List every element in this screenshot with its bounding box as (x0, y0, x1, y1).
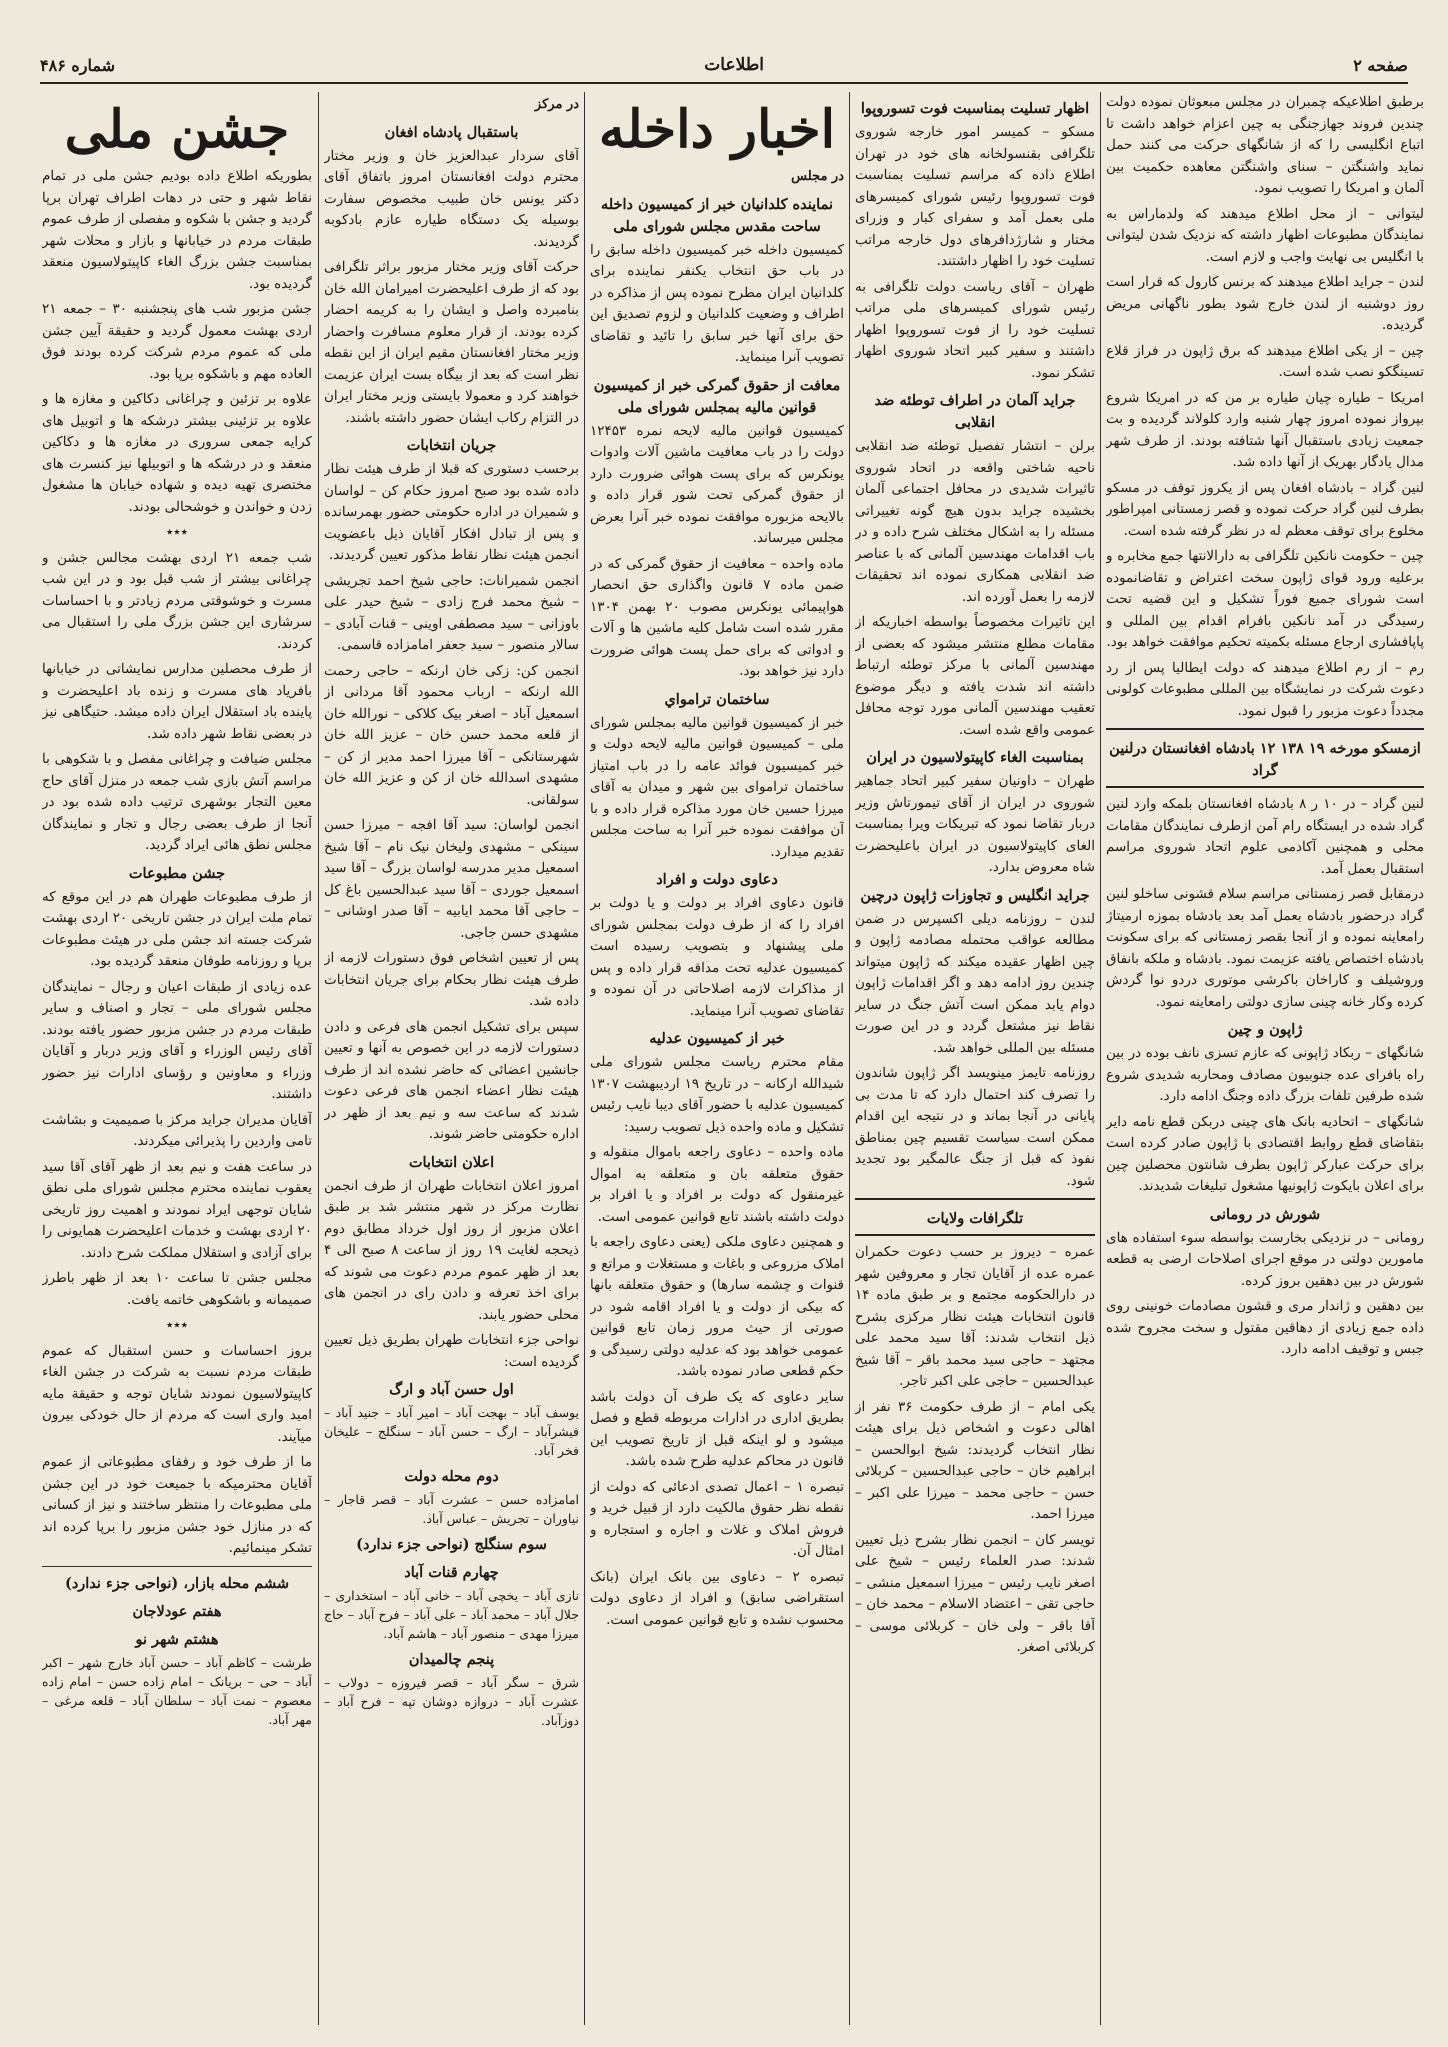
paragraph: بین دهقین و ژاندار مری و قشون مصادمات خونینی روی داده جمع زیادی از دهاقین مقتول و سخت مجروح شده جبس و توقیف ادامه دارد. (1106, 1298, 1424, 1357)
paragraph: یکی امام – از طرف حکومت ۳۶ نفر از اهالی دعوت و اشخاص ذیل برای هیئت نظار انتخاب گردیدند: شیخ ابوالحسن – ابراهیم خان – حاجی عبدالحسین – کربلائی حسن – حاجی محمد – میرزا علی اکبر – میرزا احمد. (855, 1398, 1095, 1522)
paragraph: امامزاده حسن – عشرت آباد – قصر قاجار – نیاوران – تجریش – عباس آباد. (324, 1492, 579, 1526)
paragraph: طرشت – کاظم آباد – حسن آباد خارج شهر – اکبر آباد – حی – بریانک – امام زاده حسن – امام زاده معصوم – نمت آباد – سلطان آباد – قلعه مرغی – مهر آباد. (42, 1654, 312, 1727)
paragraph: آقایان مدیران جراید مرکز با صمیمیت و بشاشت تامی واردین را پذیرائی میکردند. (42, 1111, 312, 1149)
paragraph: لیتوانی – از محل اطلاع میدهند که ولدماراس به نمایندگان مطبوعات اظهار داشته که نزدیک شدن لیتوانی با انگلیس بی نهایت واجب و لازم است. (1106, 205, 1424, 265)
headline-japan-china: ژاپون و چین (1227, 1021, 1303, 1038)
paragraph: چین – حکومت نانکین تلگرافی به دارالانتها جمع مخابره و برعلیه ورود قوای ژاپون سخت اعتراض و تقاضانموده است شورای جمیع فوراً تشکیل و این قضیه تحت رسیدگی در آمد نانکین بافرام اقدام بین المللی و پاپافشاری ارجاع مسئله بکمیته تحکیم موافقت خواهد بود. (1106, 548, 1424, 650)
headline-customs-exemption: معافت از حقوق گمرکی خبر از کمیسیون قوانین مالیه بمجلس شورای ملی (593, 376, 841, 416)
paragraph: لندن – جراید اطلاع میدهند که برنس کارول که قرار است روز دوشنبه از لندن خارج شود بطور ناگهانی مریض گردیده. (1106, 274, 1424, 333)
page-header (40, 50, 1408, 80)
paragraph: لندن – روزنامه دیلی اکسپرس در ضمن مطالعه عواقب محتمله مصادمه ژاپون و چین اظهار عقیده میکند که ژاپون میتواند چندین روز ادامه دهد و اگر اقدامات ژاپون دوام یابد ممکن است آتش جنگ در سایر نقاط نیز مشتعل گردد و در این صورت مسئله بین المللی خواهد شد. (855, 910, 1095, 1056)
paragraph: برحسب دستوری که قبلا از طرف هیئت نظار داده شده بود صبح امروز حکام کن – لواسان و شمیران در اداره حکومتی حضور بهمرسانده و پس از تبادل افکار آقایان ذیل باعضویت انجمن هیئت نظار نقاط مذکور تعیین گردیدند. (324, 461, 579, 563)
paragraph: برطبق اطلاعیکه چمبران در مجلس مبعوثان نموده دولت چندین فروند جهازجنگی به چین اعزام خواهد داشت تا اتباع انگلیسی را که از شانگهای حرکت می کنند حمل نماید واشنگتن – سنای واشنگتن معاهده حکمیت بین آلمان و امریکا را تصویب نمود. (1106, 94, 1424, 196)
paragraph: آقای سردار عبدالعزیز خان و وزیر مختار محترم دولت افغانستان امروز باتفاق آقای دکتر یونس خان طبیب مخصوص سفارت بوسیله یک دستگاه طیاره عازم بادکوبه گردیدند. (324, 147, 579, 250)
paragraph: چین – از یکی اطلاع میدهند که برق ژاپون در فراز قلاع تسینگکو نصب شده است. (1106, 342, 1424, 380)
paragraph: سایر دعاوی که یک طرف آن دولت باشد بطریق اداری در ادارات مربوطه قطع و فصل میشود و لو اینکه قبل از تاریخ تصویب این قانون در محاکم عدلیه طرح شده باشد. (590, 1388, 844, 1469)
paragraph: نازی آباد – یخچی آباد – خانی آباد – استخداری – جلال آباد – محمد آباد – علی آباد – فرح آباد – حاج میرزا مهدی – منصور آباد – هاشم آباد. (324, 1588, 579, 1641)
column-telegrams (855, 92, 1095, 2025)
column-capital-news (324, 92, 579, 2025)
paragraph: ما از طرف خود و رفقای مطبوعاتی از عموم آقایان محترمیکه با جمیعت خود در این جشن ملی مطبوعات را منتظر ساختند و نیز از کسانی که در منازل خود جشن مزبور را برپا کرده اند تشکر مینمائیم. (42, 1454, 312, 1556)
paragraph: بروز احساسات و حسن استقبال که عموم طبقات مردم نسبت به شرکت در جشن الغاء کاپیتولاسیون نمودند شایان توجه و حقیقة مایه امید واری است که مردم از حال خودکی بیرون میآیند. (42, 1342, 312, 1445)
paragraph: برلن – انتشار تفصیل توطئه ضد انقلابی ناحیه شاختی واقعه در اتحاد شوروی تاثیرات شدیدی در محافل اجتماعی آلمان بخشیده جراید بدون هیچ گونه تغییراتی مسئله را به اشکال مختلف شرح داده و در باب اقدامات مهندسین آلمانی که با عناصر ضد انقلابی همکاری نموده اند تحقیقات لازمه را بعمل آورده اند. (855, 438, 1095, 605)
paragraph: سپس برای تشکیل انجمن های فرعی و دادن دستورات لازمه در این خصوص به آنها و تعیین جانشین اعضائی که حاضر نشده اند از طرف هیئت نظار اعضاء انجمن های فرعی دعوت شدند که ساعت سه و نیم بعد از ظهر در اداره حکومتی حاضر شوند. (324, 1018, 579, 1142)
column-divider (318, 92, 319, 2025)
column-domestic-news (590, 92, 844, 2025)
paragraph: قانون دعاوی افراد بر دولت و یا دولت بر افراد را که از طرف دولت بمجلس شورای ملی پیشنهاد و بتصویب رسیده است کمیسیون عدلیه تحت مداقه قرار داده و پس از مذاکرات لازمه اصلاحاتی در آن نموده و تقاضای تصویب آنرا مینماید. (590, 895, 844, 1019)
headline-district-7: هفتم عودلاجان (132, 1602, 222, 1620)
section-tag-center: در مرکز (534, 97, 579, 112)
paragraph: از طرف محصلین مدارس نمایشاتی در خیابانها بافریاد های مسرت و زنده باد اعلیحضرت و پاینده باد استقلال ایران داده میشد. حتیگاهی نیز در بعضی نقاط شهر داده شد. (42, 661, 312, 742)
header-rule (40, 82, 1408, 84)
paragraph: بطوریکه اطلاع داده بودیم جشن ملی در تمام نقاط شهر و حتی در دهات اطراف تهران برپا گردید و جشن با شکوه و مفصلی از طرف عموم طبقات مردم در خیابانها و بازار و محلات شهر بمناسبت جشن بزرگ الغاء کاپیتولاسیون منعقد گردیده بود. (42, 168, 312, 292)
paragraph: نواحی جزء انتخابات طهران بطریق ذیل تعیین گردیده است: (324, 1332, 579, 1370)
headline-district-1: اول حسن آباد و ارگ (389, 1381, 514, 1398)
paragraph: امریکا – طیاره چیان طیاره بر من که در امریکا شروع بپرواز نموده امروز چهار شنبه وارد کلولاند گردیده و بت جمعیت زیادی باستقبال آنها شتافته بودند. از طرف شهر مدال یادگار بهریک از آنها داده شد. (1106, 389, 1424, 470)
headline-chaldean-rep: نماینده کلدانیان خبر از کمیسیون داخله ساحت مقدس مجلس شورای ملی (600, 195, 834, 235)
paragraph: رم – از رم اطلاع میدهند که دولت ایطالیا پس از رد دعوت شرکت در نمایشگاه بین المللی مطبوعات کولونی مجدداً دعوت مزبور را قبول نمود. (1106, 659, 1424, 719)
headline-district-6: ششم محله بازار، (نواحی جزء ندارد) (64, 1574, 290, 1592)
page-number: صفحه ۲ (1353, 55, 1408, 75)
paragraph: ماده واحده – دعاوی راجعه باموال منقوله و حقوق متعلقه بان و متعلقه به اموال غیرمنقول که دولت بر افراد و یا افراد بر دولت داشته باشند تابع قوانین عمومی است. (590, 1144, 844, 1225)
paragraph: امروز اعلان انتخابات طهران از طرف انجمن نظارت مرکز در شهر منتشر شد بر طبق اعلان مزبور از روز اول خرداد مطابق دوم ذیحجه لغایت ۱۹ روز از ساعت ۸ صبح الی ۴ بعد از ظهر عموم مردم دعوت می شوند که برای اخذ تعرفه و دادن رای در انجمن های محلی حضور یابند. (324, 1177, 579, 1323)
paragraph: جشن مزبور شب های پنجشنبه ۳۰ – جمعه ۲۱ اردی بهشت معمول گردید و حقیقة آیین جشن ملی که عموم مردم شرکت کرده بودند فوق العاده مهم و باشکوه برپا بود. (42, 301, 312, 382)
paragraph: انجمن شمیرانات: حاجی شیخ احمد تجریشی – شیخ محمد فرج زادی – شیخ حیدر علی باوزانی – سید مصطفی اوینی – قنات آبادی – سالار منصور – سید جعفر امامزاده قاسمی. (324, 572, 579, 653)
paragraph: طهران – داونیان سفیر کبیر اتحاد جماهیر شوروی در ایران از آقای تیمورتاش وزیر دربار تقاضا نمود که تبریکات ویرا بمناسبت الغای کاپیتولاسیون در ایران باعلیحضرت شاه معروض بدارد. (855, 773, 1095, 875)
paragraph: یوسف آباد – بهجت آباد – امیر آباد – جنید آباد – فیشرآباد – ارگ – حسن آباد – سنگلج – علیخان فخر آباد. (324, 1405, 579, 1458)
headline-district-5: پنجم چالمیدان (408, 1651, 495, 1668)
headline-english-press-japan: جراید انگلیس و تجاوزات ژاپون درچین (860, 886, 1090, 904)
paragraph: شب جمعه ۲۱ اردی بهشت مجالس جشن و چراغانی بیشتر از شب قبل بود و در این شب مسرت و خوشوقتی مردم زیادتر و با احساسات سرشاری این جشن بزرگ ملی را استقبال می کردند. (42, 549, 312, 652)
column-national-celebration (42, 92, 312, 2025)
paragraph: تبصره ۱ – اعمال تصدی ادعائی که دولت از نقطه نظر حقوق مالکیت دارد از قبیل خرید و فروش املاک و غلات و اجاره و استجاره و امثال آن. (590, 1478, 844, 1559)
paragraph: حرکت آقای وزیر مختار مزبور براثر تلگرافی بود که از طرف اعلیحضرت امیرامان الله خان بنامبرده واصل و ایشان را به کریمه احضار کرده بودند. از قرار معلوم مسافرت واحضار وزیر مختار افغانستان مقیم ایران از این نقطه نظر است که بعد از بیگاه بست ایران عزیمت خواهند کرد و معمولا بایستی وزیر مختار ایران در التزام رکاب ایشان حضور داشته باشند. (324, 259, 579, 426)
paragraph: روزنامه تایمز مینویسد اگر ژاپون شاندون را تصرف کند احتمال دارد که تا مدت بی پایانی در آنجا بماند و در نتیجه این اقدام ممکن است سیاست تقسیم چین بمناطق نفوذ که قبل از جنگ عالمگیر بود تجدید شود. (855, 1065, 1095, 1189)
paragraph: مسکو – کمیسر امور خارجه شوروی تلگرافی بقنسولخانه های خود در تهران اطلاع داده که مراسم تسلیت بمناسبت فوت تسوروپوا رئیس شورای کمیسرهای ملی بعمل آمد و سفرای کبار و وزرای مختار و شارژدافرهای دول خارجه مراتب تسلیت خود را اظهار داشتند. (855, 124, 1095, 269)
paragraph: از طرف مطبوعات طهران هم در این موقع که تمام ملت ایران در جشن تاریخی ۲۰ اردی بهشت شرکت جسته اند جشن ملی در هیئت مطبوعات برپا و روزنامه طوفان منعقد گردیده بود. (42, 888, 312, 969)
paragraph: مجلس جشن تا ساعت ۱۰ بعد از ظهر باطرز صمیمانه و باشکوهی خاتمه یافت. (42, 1270, 312, 1308)
headline-justice-commission: خبر از کمیسیون عدلیه (649, 1030, 785, 1047)
paragraph: این تاثیرات مخصوصاً بواسطه اخباریکه از مقامات مطلع منتشر میشود که بعضی از مهندسین آلمانی با مرکز توطئه ارتباط داشته اند شدت یافته و دیگر موضوع تعقیب مهندسین آلمانی مورد توجه محافل عمومی واقع شده است. (855, 614, 1095, 738)
paragraph: خبر از کمیسیون قوانین مالیه بمجلس شورای ملی – کمیسیون قوانین مالیه لایحه دولت و خبر کمیسیون فوائد عامه را در باب امتیاز ساختمان تراموای بین شهر و میدان به آقای میرزا حسین خان مورد مذاکره قرار داده و با آن موافقت نموده خبر آنرا به ساحت مجلس تقدیم میدارد. (590, 714, 844, 860)
headline-press-celebration: جشن مطبوعات (128, 864, 226, 882)
column-divider (584, 92, 585, 2025)
headline-state-claims: دعاوی دولت و افراد (656, 871, 778, 888)
paragraph: کمیسیون داخله خبر کمیسیون داخله سابق را در باب حق انتخاب یکنفر نماینده برای کلدانیان ایران مطرح نموده پس از مذاکره در اطراف و وضعیت کلدانیان و لزوم تصدیق این حق برای آنها خبر سابق را تائید و تقاضای تصویب آنرا مینماید. (590, 241, 844, 365)
headline-tramway: ساختمان ترامواي (664, 690, 770, 708)
divider (42, 1566, 312, 1567)
paragraph: تبصره ۲ – دعاوی بین بانک ایران (بانک استقراضی سابق) و افراد از دعاوی دولت محسوب نشده و تابع قوانین عمومی است. (590, 1568, 844, 1628)
paragraph: شانگهای – اتحادیه بانک های چینی دربکن قطع نامه دایر بتقاضای قطع روابط اقتصادی با ژاپون صادر کرده است برای حرکت عبارکر ژاپون بطرف شانتون محصلین چین برای اعلان بایکوت ژاپونیها مشغول تبلیغات شدیدند. (1106, 1113, 1424, 1194)
paragraph: در ساعت هفت و نیم بعد از ظهر آقای آقا سید یعقوب نماینده محترم مجلس شورای ملی نطق شایان توجهی ایراد نمودند و اهمیت روز تاریخی ۲۰ اردی بهشت و خدمات اعلیحضرت همایونی را برای آزادی و استقلال مملکت شرح دادند. (42, 1158, 312, 1261)
paragraph: رومانی – در نزدیکی بخارست بواسطه سوء استفاده های مامورین دولتی در موقع اجرای اصلاحات ارضی به قطعه شورش در بین دهقین بروز کرده. (1106, 1229, 1424, 1289)
paragraph: و همچنین دعاوی ملکی (یعنی دعاوی راجعه با املاک مزروعی و باغات و مستغلات و مراتع و قنوات و چشمه سارها) و حقوق متعلقه بانها که بیکی از دولت و یا افراد اقامه شود در صورتی از حیث مرور زمان تابع قوانین عمومی خواهد بود که عدلیه دولتی رسیدگی و حکم قطعی صادر نموده باشد. (590, 1234, 844, 1379)
paragraph: مقام محترم ریاست مجلس شورای ملی شیدالله ارکانه – در تاریخ ۱۹ اردیبهشت ۱۳۰۷ کمیسیون عدلیه با حضور آقای دیبا نایب رئیس تشکیل و ماده واحده ذیل تصویب رسید: (590, 1054, 844, 1135)
paragraph: مجلس ضیافت و چراغانی مفصل و با شکوهی با مراسم آتش بازی شب جمعه در منزل آقای حاج معین التجار بوشهری ترتیب داده شده بود در آنجا از طرف بعضی رجال و تجار و نمایندگان مجلس نطق هائی ایراد گردید. (42, 751, 312, 853)
headline-district-8: هشتم شهر نو (135, 1630, 219, 1648)
column-divider (849, 92, 850, 2025)
headline-capitulation: بمناسبت الغاء کاپیتولاسیون در ایران (866, 749, 1084, 766)
headline-provincial-telegrams: تلگرافات ولایات (926, 1210, 1024, 1227)
paragraph: طهران – آقای ریاست دولت تلگرافی به رئیس شورای کمیسرهای ملی مراتب تسلیت خود را از فوت تسوروپوا اظهار داشتند و سفیر کبیر اتحاد شوروی اظهار تشکر نمود. (855, 278, 1095, 381)
paragraph: لنین گراد – بادشاه افغان پس از یکروز توقف در مسکو بطرف لنین گراد حرکت نموده و قصر زمستانی امپراطور مخلوع برای توقف معظم له در نظر گرفته شده است. (1106, 479, 1424, 539)
paragraph: لنین گراد – در ۱۰ ر ۸ بادشاه افغانستان بلمکه وارد لنین گراد شده در ایستگاه رام آمن ازطرف نمایندگان مقامات محلی و همچنین آکادمی علوم اتحاد شوروی مراسم استقبال بعمل آمد. (1106, 796, 1424, 877)
paragraph: ماده واحده – معافیت از حقوق گمرکی که در ضمن ماده ۷ قانون واگذاری حق انحصار هواپیمائی یونکرس مصوب ۲۰ بهمن ۱۳۰۴ مقرر شده است شامل کلیه ماشین ها و آلات و ادواتی که برای حمل پست هوائی ضرورت دارد نیز خواهد بود. (590, 555, 844, 679)
separator-stars: ٭٭٭ (165, 524, 189, 540)
column-foreign-news (1106, 92, 1424, 2025)
headline-elections: جریان انتخابات (406, 437, 497, 454)
section-tag-majles: در مجلس (791, 169, 844, 184)
headline-district-3: سوم سنگلج (نواحی جزء ندارد) (356, 1536, 547, 1553)
paragraph: عده زیادی از طبقات اعیان و رجال – نمایندگان مجلس شورای ملی – تجار و اصناف و سایر طبقات مردم در جشن مزبور حضور یافته بودند. آقای رئیس الوزراء و آقای وزیر دربار و آقایان وزراء و معاونین و رؤسای ادارات نیز حضور داشتند. (42, 978, 312, 1102)
headline-afghan-king-welcome: باستقبال پادشاه افغان (384, 123, 519, 141)
newspaper-name: اطلاعات (704, 55, 764, 75)
separator-stars: ٭٭٭ (165, 1317, 189, 1333)
headline-district-4: چهارم قنات آباد (404, 1564, 499, 1581)
paragraph: انجمن لواسان: سید آقا افجه – میرزا حسن سینکی – مشهدی ولیخان نیک نام – آقا شیخ اسمعیل مدیر مدرسه لواسان بزرگ – آقا سید اسمعیل جوردی – آقا سید عبدالحسین باغ کل – حاجی آقا محمد ایابیه – آقا صدر اوشانی – مشهدی حسن جاجی. (324, 817, 579, 941)
paragraph: درمقابل قصر زمستانی مراسم سلام قشونی ساخلو لنین گراد درحضور بادشاه بعمل آمد بعد بادشاه بموزه ارمیتاژ رامعاینه نموده و از آنجا بقصر زمستانی که برای سکونت بادشاه اختصاص یافته عزیمت نمود. بادشاه و ملکه بانفاق وروشیلف و کاراخان باکرشی موتوری دردو نوا گردش کرده وکار خانه چینی سازی دولتی رامعاینه نمود. (1106, 886, 1424, 1010)
section-title-domestic: اخبار داخله (598, 99, 836, 160)
paragraph: عمره – دیروز بر حسب دعوت حکمران عمره عده از آقایان تجار و معروفین شهر در دارالحکومه مجتمع و بر طبق ماده ۱۴ قانون انتخابات هیئت نظار مرکزی بشرح ذیل انتخاب شدند: آقا سید محمد علی مجتهد – حاجی سید محمد باقر – آقا شیخ عبدالحسین – حاجی علی اکبر تاجر. (855, 1244, 1095, 1389)
section-title-celebration: جشن ملی (64, 99, 290, 160)
headline-afghan-king-leningrad: ازمسکو مورخه ۱۹ ۱۳۸ ۱۲ بادشاه افغانستان درلنین گراد (1109, 740, 1421, 779)
issue-number: شماره ۴۸۶ (40, 55, 116, 75)
paragraph: علاوه بر تزئین و چراغانی دکاکین و مغازه ها و علاوه بر تزئینی بیشتر درشکه ها و اتوبیل های کرایه جمعی سروری در مغازه ها و دکاکین منعقد و در درشکه ها و اتوبیلها نیز کنسرت های مختصری تهیه دیده و شهاده خیابان ها مشغول زدن و خواندن و خوشحالی بودند. (42, 391, 312, 515)
paragraph: شرق – سگر آباد – قصر فیروزه – دولاب – عشرت آباد – دروازه دوشان تپه – فرح آباد – دوزآباد. (324, 1675, 579, 1728)
column-divider (1100, 92, 1101, 2025)
paragraph: پس از تعیین اشخاص فوق دستورات لازمه از طرف هیئت نظار بحکام برای جریان انتخابات داده شد. (324, 950, 579, 1009)
paragraph: شانگهای – ربکاد ژاپونی که عازم تسزی نانف بوده در بین راه بافرای عده جنوبیون مصادف ومحاربه شدیدی شروع شده طرفین تلفات بزرگ داده وجنگ ادامه دارد. (1106, 1045, 1424, 1104)
paragraph: تویسر کان – انجمن نظار بشرح ذیل تعیین شدند: صدر العلماء رئیس – شیخ علی اصغر نایب رئیس – میرزا اسمعیل منشی – حاجی تقی – اعتضاد الاسلام – محمد خان – آقا باقر – ولی خان – کربلائی موسی – کربلائی اصغر. (855, 1531, 1095, 1655)
headline-romania-revolt: شورش در رومانی (1209, 1205, 1321, 1223)
headline-german-press: جراید آلمان در اطراف توطئه ضد انقلابی (874, 392, 1076, 431)
headline-condolence: اظهار تسلیت بمناسبت فوت تسوروپوا (860, 100, 1090, 117)
headline-district-2: دوم محله دولت (404, 1468, 499, 1485)
paragraph: انجمن کن: زکی خان ارنکه – حاجی رحمت الله ارنکه – ارباب محمود آقا مردانی از اسمعیل آباد – اصغر بیک کلاکی – نورالله خان از قلعه محمد حسن خان – عزیز الله خان شهرستانکی – آقا میرزا احمد مدیر از کن – مشهدی اسدالله خان از کن و عزیز الله خان سولقانی. (324, 662, 579, 808)
headline-election-notice: اعلان انتخابات (408, 1153, 495, 1171)
paragraph: کمیسیون قوانین مالیه لایحه نمره ۱۲۴۵۳ دولت را در باب معافیت ماشین آلات وادوات یونکرس که برای پست هوائی ضرورت دارد از حقوق گمرکی تحت شور قرار داده و بالایحه مزبوره موافقت نموده خبر آنرا بعرض مجلس میرساند. (590, 422, 844, 546)
